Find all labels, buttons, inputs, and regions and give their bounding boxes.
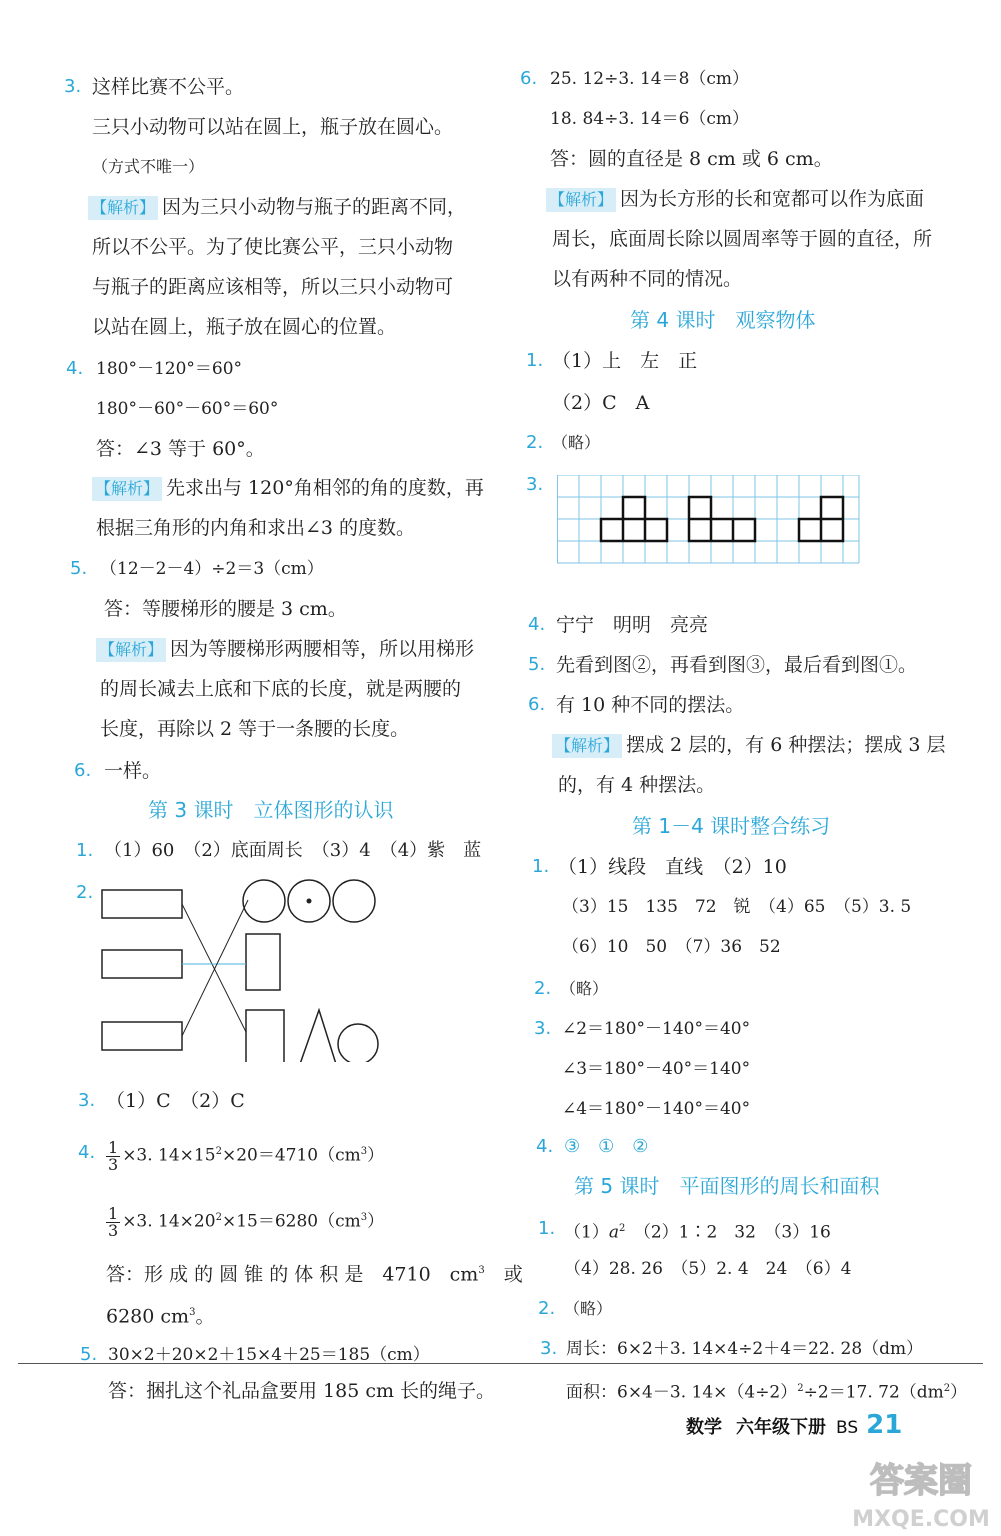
answer-line: 答：形 成 的 圆 锥 的 体 积 是 4710 $cm^3$ 或 (106, 1263, 523, 1286)
answer-line: 面积：6×4－3. $14\times(4\div 2)^2\div 2=17$. $72(dm^2)$ (566, 1382, 968, 1403)
question-number: 3. (526, 474, 544, 495)
question-number: 4. (528, 614, 546, 635)
analysis-tag: 【解析】 (552, 734, 622, 758)
analysis-line: 【解析】 先求出与 120°角相邻的角的度数，再 (92, 475, 484, 501)
answer-line: 18. 84÷3. 14＝6（cm） (550, 109, 750, 129)
question-number: 6. (528, 694, 546, 715)
question-number: 1. (76, 840, 94, 861)
review-title: 第 1－4 课时整合练习 (632, 814, 831, 838)
answer-line: （1）60 （2）底面周长 （3）4 （4）紫 蓝 (104, 840, 482, 861)
analysis-line: 【解析】 因为三只小动物与瓶子的距离不同， (88, 194, 466, 220)
question-number: 2. (538, 1298, 556, 1319)
answer-line: （2）C A (552, 392, 650, 414)
question-number: 3. (534, 1018, 552, 1039)
footer-grade: 六年级下册 (736, 1417, 826, 1438)
answer-line: 答：捆扎这个礼品盒要用 185 cm 长的绳子。 (108, 1380, 496, 1402)
watermark-text-main: 答案圈 (870, 1461, 972, 1501)
question-number: 1. (538, 1218, 556, 1239)
answer-line: ∠3＝180°－40°＝140° (562, 1059, 751, 1079)
analysis-line: 所以不公平。为了使比赛公平，三只小动物 (92, 236, 454, 258)
circle-center-dot (307, 899, 312, 904)
answer-line: 周长：6×2＋3. 14×4÷2＋4＝22. 28（dm） (566, 1339, 924, 1359)
answer-line: 宁宁 明明 亮亮 (556, 614, 709, 636)
views-grid-diagram (557, 475, 861, 565)
question-number: 4. (536, 1136, 554, 1157)
answer-line: （1）C （2）C (106, 1090, 245, 1112)
footer-subject: 数学 (686, 1417, 722, 1438)
answer-line: （略） (552, 433, 601, 452)
question-number: 5. (70, 558, 88, 579)
answer-line: 三只小动物可以站在圆上，瓶子放在圆心。 (92, 116, 454, 138)
right-rectangle-middle (246, 934, 280, 990)
question-number: 6. (74, 760, 92, 781)
left-rectangle-bottom (102, 1022, 182, 1050)
analysis-line: 以有两种不同的情况。 (552, 268, 743, 290)
triangle (300, 1010, 336, 1062)
question-number: 6. (520, 68, 538, 89)
footer-edition: BS (836, 1418, 859, 1438)
answer-line: （12－2－4）÷2＝3（cm） (100, 559, 324, 579)
question-number: 4. (66, 358, 84, 379)
question-number: 1. (526, 350, 544, 371)
answer-line: （1）线段 直线 （2）10 (558, 856, 787, 878)
fraction: $\frac{1}{3}$ (108, 1137, 119, 1174)
answer-line: （略） (564, 1299, 613, 1318)
lesson-4-title: 第 4 课时 观察物体 (630, 308, 816, 332)
answer-line: 有 10 种不同的摆法。 (556, 694, 745, 716)
question-number: 2. (76, 882, 94, 903)
answer-line: 先看到图②，再看到图③，最后看到图①。 (556, 654, 918, 676)
question-number: 5. (528, 654, 546, 675)
answer-note: （方式不唯一） (92, 157, 205, 176)
answer-line: （略） (560, 979, 609, 998)
answer-line: $(1)a^2$ （2）1∶2 32 （3）16 (564, 1222, 831, 1243)
lesson-5-title: 第 5 课时 平面图形的周长和面积 (574, 1174, 880, 1198)
answer-line: ③ ① ② (564, 1136, 649, 1157)
analysis-line: 的周长减去上底和下底的长度，就是两腰的 (100, 678, 462, 700)
answer-line: ∠2＝180°－140°＝40° (562, 1019, 751, 1039)
question-number: 2. (534, 978, 552, 999)
answer-line: 答：∠3 等于 60°。 (96, 438, 265, 460)
analysis-line: 的，有 4 种摆法。 (558, 774, 716, 796)
answer-line: 180°－120°＝60° (96, 359, 243, 379)
analysis-tag: 【解析】 (92, 477, 162, 501)
answer-line: 答：圆的直径是 8 cm 或 6 cm。 (550, 148, 833, 170)
left-rectangle-top (102, 890, 182, 918)
right-rectangle-bottom (246, 1010, 284, 1062)
analysis-line: 【解析】 因为长方形的长和宽都可以作为底面 (546, 186, 924, 212)
answer-line: ∠4＝180°－140°＝40° (562, 1099, 751, 1119)
answer-line: （3）15 135 72 锐 （4）65 （5）3. 5 (562, 897, 912, 917)
footer-divider (18, 1363, 983, 1364)
analysis-line: 与瓶子的距离应该相等，所以三只小动物可 (92, 276, 454, 298)
fraction: $\frac{1}{3}$ (108, 1203, 119, 1240)
question-number: 4. (78, 1142, 96, 1163)
question-number: 3. (78, 1090, 96, 1111)
page-number: 21 (866, 1410, 903, 1440)
answer-line: （4）28. 26 （5）2. 4 24 （6）4 (564, 1259, 852, 1279)
equation-line: $\frac{1}{3}$ ×3. $14\times 15^2\times 20=4710(cm^3)$ (108, 1137, 385, 1174)
answer-line: 这样比赛不公平。 (92, 76, 245, 98)
analysis-tag: 【解析】 (546, 188, 616, 212)
left-rectangle-middle (102, 950, 182, 978)
circle-4 (338, 1024, 378, 1062)
answer-line: 答：等腰梯形的腰是 3 cm。 (104, 598, 347, 620)
answer-line: 180°－60°－60°＝60° (96, 399, 279, 419)
answer-line: 一样。 (104, 760, 162, 782)
question-number: 2. (526, 432, 544, 453)
answer-line: 30×2＋20×2＋15×4＋25＝185（cm） (108, 1345, 430, 1365)
answer-line: 25. 12÷3. 14＝8（cm） (550, 69, 750, 89)
shape-matching-diagram (96, 872, 386, 1062)
question-number: 1. (532, 856, 550, 877)
analysis-line: 周长，底面周长除以圆周率等于圆的直径，所 (552, 228, 933, 250)
analysis-line: 【解析】 因为等腰梯形两腰相等，所以用梯形 (96, 636, 474, 662)
question-number: 5. (80, 1344, 98, 1365)
analysis-line: 以站在圆上，瓶子放在圆心的位置。 (92, 316, 397, 338)
answer-line: （6）10 50 （7）36 52 (562, 937, 781, 957)
analysis-line: 【解析】 摆成 2 层的，有 6 种摆法；摆成 3 层 (552, 732, 946, 758)
lesson-3-title: 第 3 课时 立体图形的认识 (148, 798, 394, 822)
equation-line: $\frac{1}{3}$ ×3. $14\times 20^2\times 15=6280(cm^3)$ (108, 1203, 385, 1240)
circle-3 (333, 880, 375, 922)
circle-1 (243, 880, 285, 922)
question-number: 3. (540, 1338, 558, 1359)
analysis-tag: 【解析】 (88, 196, 158, 220)
watermark-text-url: MXQE.COM (852, 1507, 990, 1532)
watermark-logo (846, 1450, 996, 1536)
question-number: 3. (64, 76, 82, 97)
answer-line: 6280 $cm^3$。 (106, 1305, 215, 1328)
analysis-line: 根据三角形的内角和求出∠3 的度数。 (96, 517, 416, 539)
analysis-tag: 【解析】 (96, 638, 166, 662)
answer-line: （1）上 左 正 (552, 350, 698, 372)
page-footer (686, 1410, 902, 1440)
analysis-line: 长度，再除以 2 等于一条腰的长度。 (100, 718, 410, 740)
